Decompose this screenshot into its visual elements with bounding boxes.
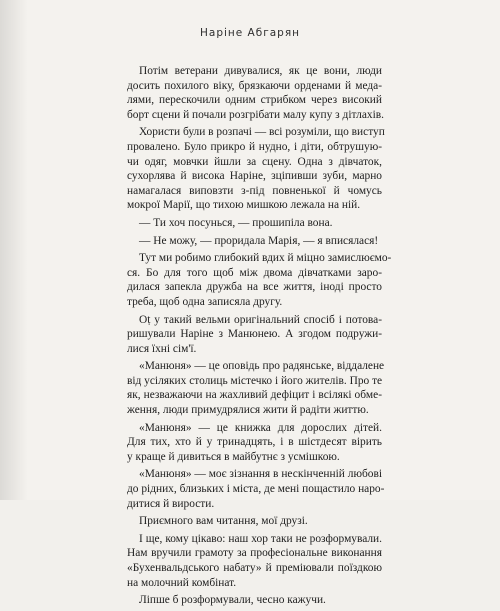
text-line: Приємного вам читання, мої друзі. (139, 515, 308, 528)
paragraph (127, 216, 382, 231)
text-line: «Манюня» — моє зізнання в нескінченній любові (139, 468, 382, 481)
text-line: ся. Бо для того щоб між двома дівчатками заро- (127, 266, 382, 279)
text-line: ришували Наріне з Манюнею. А згодом подружи- (127, 328, 382, 341)
text-line: як, незважаючи на жахливий дефіцит і всілякі обме- (127, 389, 382, 402)
text-line: Для тих, хто й у тринадцять, і в шістдесят вірить (127, 436, 382, 449)
text-line: Тут ми робимо глибокий вдих й міцно замислюємо- (139, 252, 392, 265)
text-line: від усіляких столиць містечко і його жителів. Про те (127, 374, 383, 387)
text-line: досить похилого віку, брязкаючи орденами й меда- (127, 79, 382, 92)
text-line: чи одяг, мовчки йшли за сцену. Одна з дівчаток, (127, 155, 382, 168)
paragraph (127, 251, 392, 309)
paragraph (127, 234, 382, 249)
paragraph (127, 313, 382, 357)
text-line: Нам вручили грамоту за професіональне виконання (127, 547, 382, 560)
text-line: дитися й вирости. (127, 497, 215, 510)
text-line: на молочний комбінат. (127, 576, 237, 589)
text-line: «Бухенвальдського набату» й преміювали поїздкою (127, 562, 382, 574)
text-line: борт сцени й почали розгрібати малу купу з дітлахів. (127, 108, 385, 121)
text-line: — Ти хоч посунься, — прошипіла вона. (139, 216, 333, 229)
gutter-shadow (0, 0, 28, 500)
paragraph (127, 125, 385, 213)
paragraph (127, 467, 385, 511)
paragraph (127, 64, 385, 122)
text-line: І ще, кому цікаво: наш хор таки не розформували. (139, 532, 382, 545)
paragraph (127, 359, 385, 417)
text-line: треба, щоб одна записяла другу. (127, 295, 283, 308)
text-line: Хористи були в розпачі — всі розуміли, що виступ (139, 126, 385, 139)
text-line: провалено. Було прикро й нудно, і діти, обтрушую- (127, 140, 382, 153)
text-line: лися їхні сім'ї. (127, 342, 197, 355)
text-line: лями, перескочили одним стрибком через високий (127, 94, 382, 107)
body-text (127, 64, 392, 611)
text-line: Потім ветерани дивувалися, як це вони, люди (139, 65, 382, 77)
paragraph (127, 421, 382, 465)
text-line: «Манюня» — це книжка для дорослих дітей. (139, 421, 382, 434)
paragraph (127, 532, 382, 590)
text-line: Оṭ у такий вельми оригінальний спосіб і потова- (139, 313, 382, 326)
text-line: у краще й дивиться в майбутнє з усмішкою. (127, 450, 340, 463)
text-line: мокрої Марії, що тихою мишкою лежала на ній. (127, 199, 361, 212)
paragraph (127, 593, 382, 608)
text-line: сухорлява й висока Наріне, зціпивши зуби, марно (127, 170, 382, 183)
text-line: намагалася виповзти з-під повненької й чомусь (127, 184, 382, 197)
text-line: дилася запекла дружба на все життя, іноді просто (127, 281, 382, 294)
text-line: «Манюня» — це оповідь про радянське, віддалене (139, 360, 385, 373)
text-line: Ліпше б розформували, чесно кажучи. (139, 594, 326, 607)
paragraph (127, 514, 382, 529)
text-line: ження, люди примудрялися жити й радіти життю. (127, 404, 369, 417)
running-head-author: Наріне Абгарян (199, 27, 301, 39)
text-line: — Не можу, — проридала Марія, — я вписялася! (139, 234, 379, 247)
text-line: до рідних, близьких і міста, де мені пощастило наро- (127, 483, 385, 496)
